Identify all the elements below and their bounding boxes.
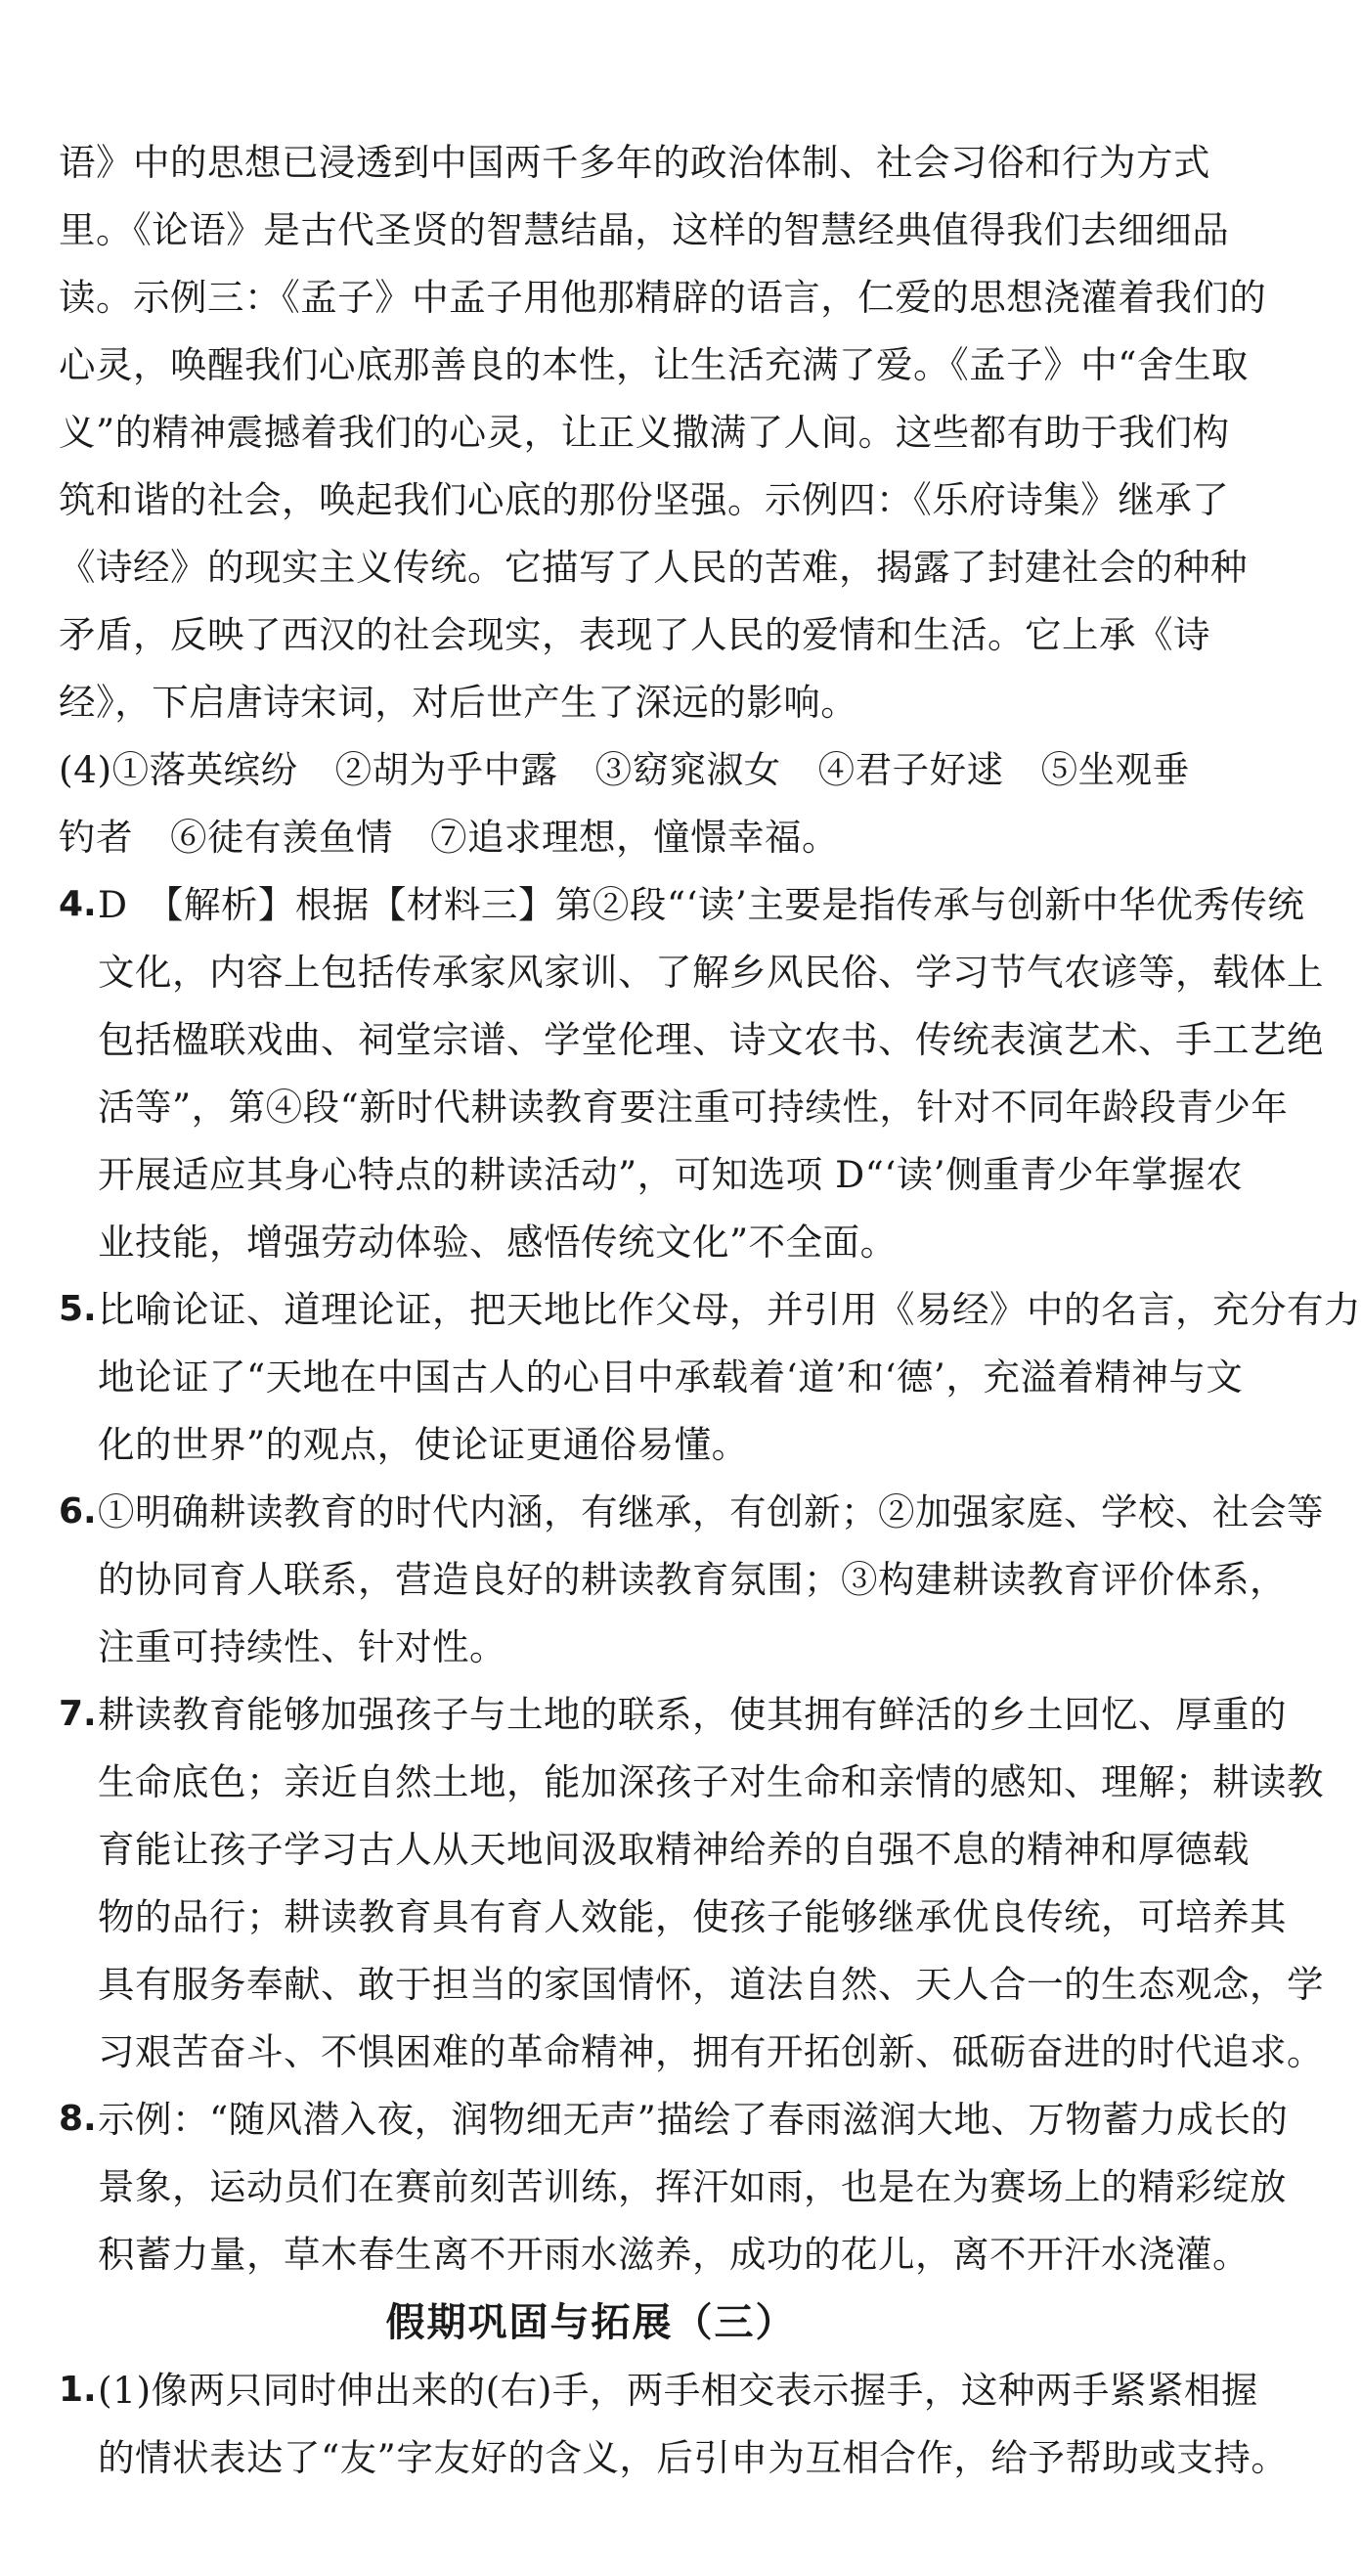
text-line: 筑和谐的社会，唤起我们心底的那份坚强。示例四：《乐府诗集》继承了 (59, 478, 1230, 521)
question-number: 8. (59, 2099, 97, 2139)
text-line: 业技能，增强劳动体验、感悟传统文化”不全面。 (98, 1221, 898, 1264)
text-line: 具有服务奉献、敢于担当的家国情怀，道法自然、天人合一的生态观念，学 (98, 1963, 1324, 2006)
text-line: 语》中的思想已浸透到中国两千多年的政治体制、社会习俗和行为方式 (59, 141, 1210, 184)
question-number: 4. (59, 884, 97, 924)
text-line: 注重可持续性、针对性。 (98, 1625, 506, 1668)
section-title: 假期巩固与拓展（三） (385, 2300, 797, 2345)
text-line: 读。示例三：《孟子》中孟子用他那精辟的语言，仁爱的思想浇灌着我们的 (59, 276, 1267, 319)
text-line: (1)像两只同时伸出来的(右)手，两手相交表示握手，这种两手紧紧相握 (98, 2369, 1258, 2412)
text-line: 文化，内容上包括传承家风家训、了解乡风民俗、学习节气农谚等，载体上 (98, 951, 1324, 994)
text-line: 心灵，唤醒我们心底那善良的本性，让生活充满了爱。《孟子》中“舍生取 (59, 343, 1249, 386)
text-line: 矛盾，反映了西汉的社会现实，表现了人民的爱情和生活。它上承《诗 (59, 613, 1210, 656)
text-line: 地论证了“天地在中国古人的心目中承载着‘道’和‘德’，充溢着精神与文 (98, 1355, 1244, 1399)
text-line: 义”的精神震撼着我们的心灵，让正义撒满了人间。这些都有助于我们构 (59, 411, 1230, 454)
text-line: 开展适应其身心特点的耕读活动”，可知选项 D“‘读’侧重青少年掌握农 (98, 1153, 1244, 1196)
text-line: 活等”，第④段“新时代耕读教育要注重可持续性，针对不同年龄段青少年 (98, 1086, 1289, 1129)
text-line: 里。《论语》是古代圣贤的智慧结晶，这样的智慧经典值得我们去细细品 (59, 208, 1230, 251)
text-line: 耕读教育能够加强孩子与土地的联系，使其拥有鲜活的乡土回忆、厚重的 (98, 1693, 1287, 1736)
text-line: 钓者 ⑥徒有羡鱼情 ⑦追求理想，憧憬幸福。 (59, 816, 839, 859)
text-line: D 【解析】根据【材料三】第②段“‘读’主要是指传承与创新中华优秀传统 (98, 883, 1305, 926)
text-line: 《诗经》的现实主义传统。它描写了人民的苦难，揭露了封建社会的种种 (59, 546, 1248, 589)
text-line: (4)①落英缤纷 ②胡为乎中露 ③窈窕淑女 ④君子好逑 ⑤坐观垂 (59, 748, 1190, 791)
question-number: 5. (59, 1289, 97, 1329)
text-line: 经》，下启唐诗宋词，对后世产生了深远的影响。 (59, 681, 858, 724)
text-line: 包括楹联戏曲、祠堂宗谱、学堂伦理、诗文农书、传统表演艺术、手工艺绝 (98, 1018, 1324, 1061)
question-number: 7. (59, 1694, 97, 1734)
question-number: 6. (59, 1491, 97, 1532)
text-line: 物的品行；耕读教育具有育人效能，使孩子能够继承优良传统，可培养其 (98, 1895, 1287, 1938)
text-line: 示例：“随风潜入夜，润物细无声”描绘了春雨滋润大地、万物蓄力成长的 (98, 2098, 1289, 2141)
text-line: 化的世界”的观点，使论证更通俗易懂。 (98, 1423, 749, 1466)
text-line: 的情状表达了“友”字友好的含义，后引申为互相合作，给予帮助或支持。 (98, 2436, 1289, 2479)
text-line: 生命底色；亲近自然土地，能加深孩子对生命和亲情的感知、理解；耕读教 (98, 1760, 1324, 1803)
text-line: 的协同育人联系，营造良好的耕读教育氛围；③构建耕读教育评价体系， (98, 1558, 1287, 1601)
text-line: ①明确耕读教育的时代内涵，有继承，有创新；②加强家庭、学校、社会等 (98, 1490, 1324, 1533)
question-number: 1. (59, 2370, 97, 2410)
text-line: 积蓄力量，草木春生离不开雨水滋养，成功的花儿，离不开汗水浇灌。 (98, 2233, 1250, 2276)
text-line: 比喻论证、道理论证，把天地比作父母，并引用《易经》中的名言，充分有力 (98, 1288, 1361, 1331)
text-line: 习艰苦奋斗、不惧困难的革命精神，拥有开拓创新、砥砺奋进的时代追求。 (98, 2030, 1324, 2073)
text-line: 育能让孩子学习古人从天地间汲取精神给养的自强不息的精神和厚德载 (98, 1828, 1250, 1871)
text-line: 景象，运动员们在赛前刻苦训练，挥汗如雨，也是在为赛场上的精彩绽放 (98, 2165, 1287, 2208)
